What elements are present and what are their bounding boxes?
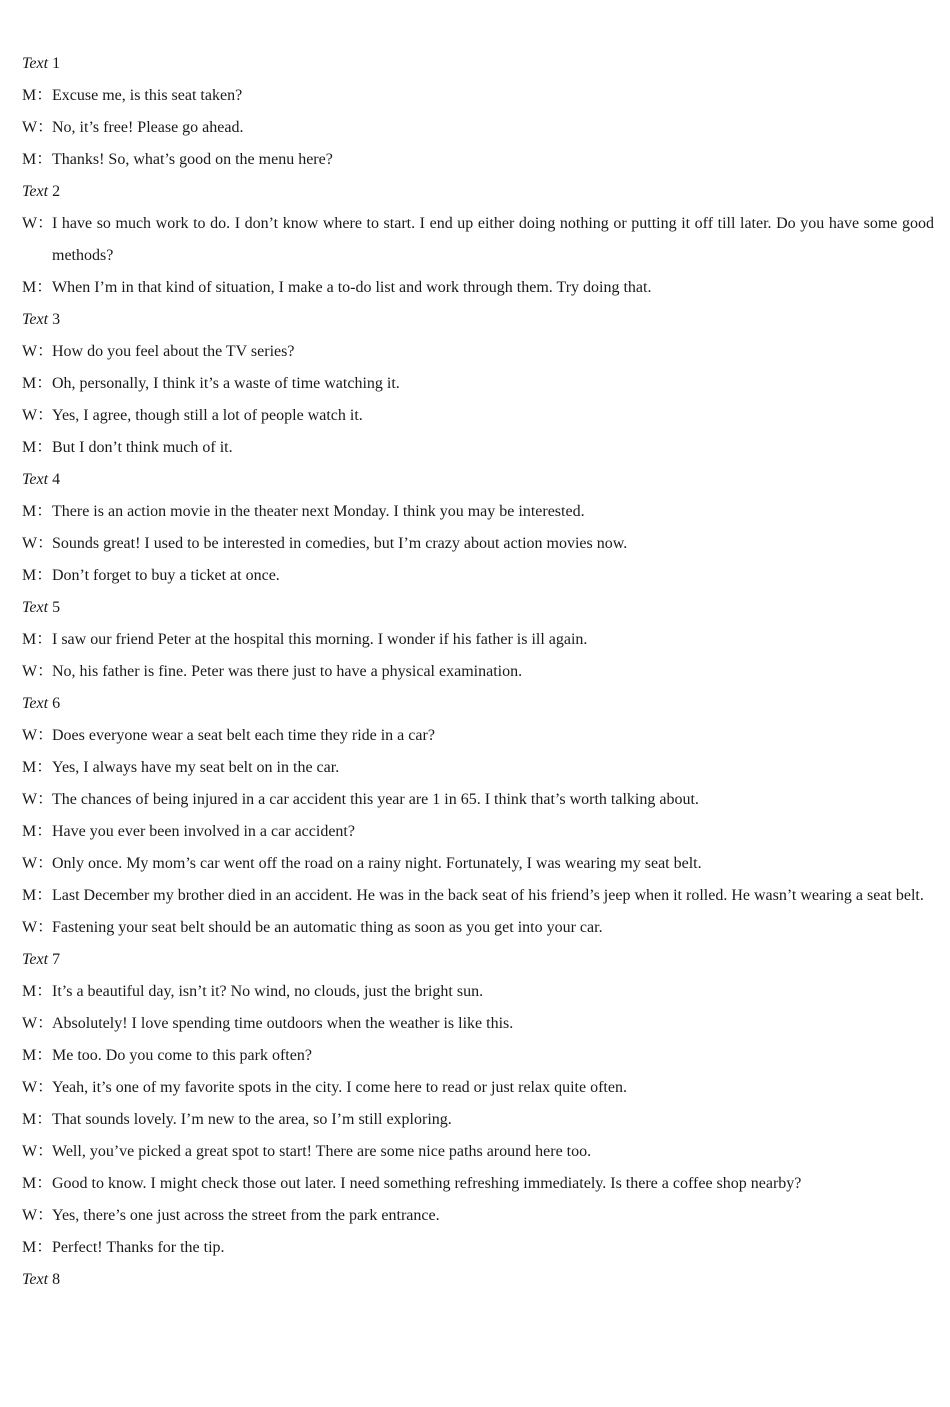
dialogue-line [22, 80, 934, 112]
speaker-label: M： [22, 759, 53, 776]
dialogue-line [22, 208, 934, 272]
section-heading-label: Text [22, 1271, 49, 1288]
dialogue-text: That sounds lovely. I’m new to the area, so I’m still exploring. [52, 1111, 452, 1128]
dialogue-line [22, 656, 934, 688]
dialogue-text: I saw our friend Peter at the hospital this morning. I wonder if his father is ill again. [52, 631, 588, 648]
speaker-label: W： [22, 855, 54, 872]
section-heading [22, 1264, 934, 1296]
section-heading-label: Text [22, 695, 49, 712]
speaker-label: W： [22, 1207, 54, 1224]
transcript-page [22, 48, 934, 1296]
dialogue-line [22, 880, 934, 912]
dialogue-text: When I’m in that kind of situation, I make a to-do list and work through them. Try doing that. [52, 279, 652, 296]
dialogue-line [22, 496, 934, 528]
dialogue-line [22, 816, 934, 848]
dialogue-text: It’s a beautiful day, isn’t it? No wind, no clouds, just the bright sun. [52, 983, 484, 1000]
dialogue-text: No, it’s free! Please go ahead. [52, 119, 244, 136]
speaker-label: W： [22, 727, 54, 744]
dialogue-text: Does everyone wear a seat belt each time they ride in a car? [52, 727, 435, 744]
dialogue-line [22, 272, 934, 304]
dialogue-line [22, 560, 934, 592]
dialogue-text: Don’t forget to buy a ticket at once. [52, 567, 280, 584]
dialogue-text: How do you feel about the TV series? [52, 343, 295, 360]
dialogue-text: Oh, personally, I think it’s a waste of time watching it. [52, 375, 400, 392]
dialogue-line [22, 1200, 934, 1232]
speaker-label: W： [22, 407, 54, 424]
speaker-label: W： [22, 215, 54, 232]
section-heading-number: 2 [52, 183, 61, 200]
dialogue-text: No, his father is fine. Peter was there just to have a physical examination. [52, 663, 523, 680]
dialogue-text: Well, you’ve picked a great spot to start! There are some nice paths around here too. [52, 1143, 592, 1160]
dialogue-line [22, 1040, 934, 1072]
section-heading-number: 6 [52, 695, 61, 712]
dialogue-line [22, 1104, 934, 1136]
dialogue-text: Yeah, it’s one of my favorite spots in the city. I come here to read or just relax quite often. [52, 1079, 627, 1096]
dialogue-line [22, 912, 934, 944]
speaker-label: M： [22, 1239, 53, 1256]
section-heading-label: Text [22, 55, 49, 72]
speaker-label: M： [22, 279, 53, 296]
speaker-label: W： [22, 791, 54, 808]
speaker-label: M： [22, 1047, 53, 1064]
dialogue-text: But I don’t think much of it. [52, 439, 233, 456]
section-heading [22, 464, 934, 496]
dialogue-line [22, 336, 934, 368]
speaker-label: W： [22, 1015, 54, 1032]
speaker-label: W： [22, 919, 54, 936]
dialogue-text: Thanks! So, what’s good on the menu here? [52, 151, 333, 168]
dialogue-text: Good to know. I might check those out later. I need something refreshing immediately. Is there a coffee shop nearby? [52, 1175, 802, 1192]
section-heading-label: Text [22, 951, 49, 968]
dialogue-line [22, 1232, 934, 1264]
section-heading [22, 176, 934, 208]
dialogue-line [22, 1008, 934, 1040]
section-heading-label: Text [22, 471, 49, 488]
dialogue-line [22, 752, 934, 784]
dialogue-text: Yes, there’s one just across the street from the park entrance. [52, 1207, 440, 1224]
speaker-label: M： [22, 1175, 53, 1192]
dialogue-line [22, 112, 934, 144]
speaker-label: W： [22, 663, 54, 680]
speaker-label: M： [22, 87, 53, 104]
section-heading-number: 7 [52, 951, 61, 968]
section-heading [22, 592, 934, 624]
dialogue-line [22, 400, 934, 432]
speaker-label: W： [22, 343, 54, 360]
dialogue-text: Last December my brother died in an accident. He was in the back seat of his friend’s jeep when it rolled. He wasn’t wearing a seat belt. [52, 887, 924, 904]
speaker-label: W： [22, 535, 54, 552]
speaker-label: M： [22, 887, 53, 904]
dialogue-text: Have you ever been involved in a car accident? [52, 823, 355, 840]
section-heading [22, 304, 934, 336]
speaker-label: W： [22, 1143, 54, 1160]
section-heading [22, 48, 934, 80]
dialogue-text: Excuse me, is this seat taken? [52, 87, 243, 104]
dialogue-line [22, 720, 934, 752]
dialogue-line [22, 432, 934, 464]
section-heading-number: 1 [52, 55, 61, 72]
speaker-label: M： [22, 503, 53, 520]
speaker-label: W： [22, 1079, 54, 1096]
dialogue-text: Yes, I agree, though still a lot of people watch it. [52, 407, 363, 424]
section-heading-number: 5 [52, 599, 61, 616]
dialogue-line [22, 144, 934, 176]
dialogue-line [22, 976, 934, 1008]
speaker-label: M： [22, 983, 53, 1000]
speaker-label: M： [22, 375, 53, 392]
dialogue-text: The chances of being injured in a car accident this year are 1 in 65. I think that’s worth talking about. [52, 791, 699, 808]
section-heading [22, 688, 934, 720]
speaker-label: M： [22, 439, 53, 456]
section-heading [22, 944, 934, 976]
speaker-label: M： [22, 631, 53, 648]
section-heading-number: 4 [52, 471, 61, 488]
dialogue-text: Absolutely! I love spending time outdoors when the weather is like this. [52, 1015, 514, 1032]
dialogue-text: Me too. Do you come to this park often? [52, 1047, 312, 1064]
dialogue-line [22, 624, 934, 656]
dialogue-line [22, 368, 934, 400]
speaker-label: M： [22, 151, 53, 168]
section-heading-number: 8 [52, 1271, 61, 1288]
dialogue-text: Sounds great! I used to be interested in comedies, but I’m crazy about action movies now. [52, 535, 628, 552]
speaker-label: W： [22, 119, 54, 136]
dialogue-text: Fastening your seat belt should be an automatic thing as soon as you get into your car. [52, 919, 603, 936]
dialogue-text: I have so much work to do. I don’t know where to start. I end up either doing nothing or putting it off till later. Do you have some good methods? [52, 215, 934, 264]
dialogue-line [22, 848, 934, 880]
section-heading-number: 3 [52, 311, 61, 328]
speaker-label: M： [22, 1111, 53, 1128]
dialogue-line [22, 528, 934, 560]
dialogue-line [22, 784, 934, 816]
dialogue-text: Perfect! Thanks for the tip. [52, 1239, 225, 1256]
dialogue-line [22, 1072, 934, 1104]
dialogue-text: Yes, I always have my seat belt on in the car. [52, 759, 340, 776]
section-heading-label: Text [22, 311, 49, 328]
section-heading-label: Text [22, 599, 49, 616]
dialogue-text: There is an action movie in the theater next Monday. I think you may be interested. [52, 503, 585, 520]
section-heading-label: Text [22, 183, 49, 200]
speaker-label: M： [22, 823, 53, 840]
dialogue-line [22, 1168, 934, 1200]
dialogue-text: Only once. My mom’s car went off the road on a rainy night. Fortunately, I was wearing my seat belt. [52, 855, 702, 872]
dialogue-line [22, 1136, 934, 1168]
speaker-label: M： [22, 567, 53, 584]
